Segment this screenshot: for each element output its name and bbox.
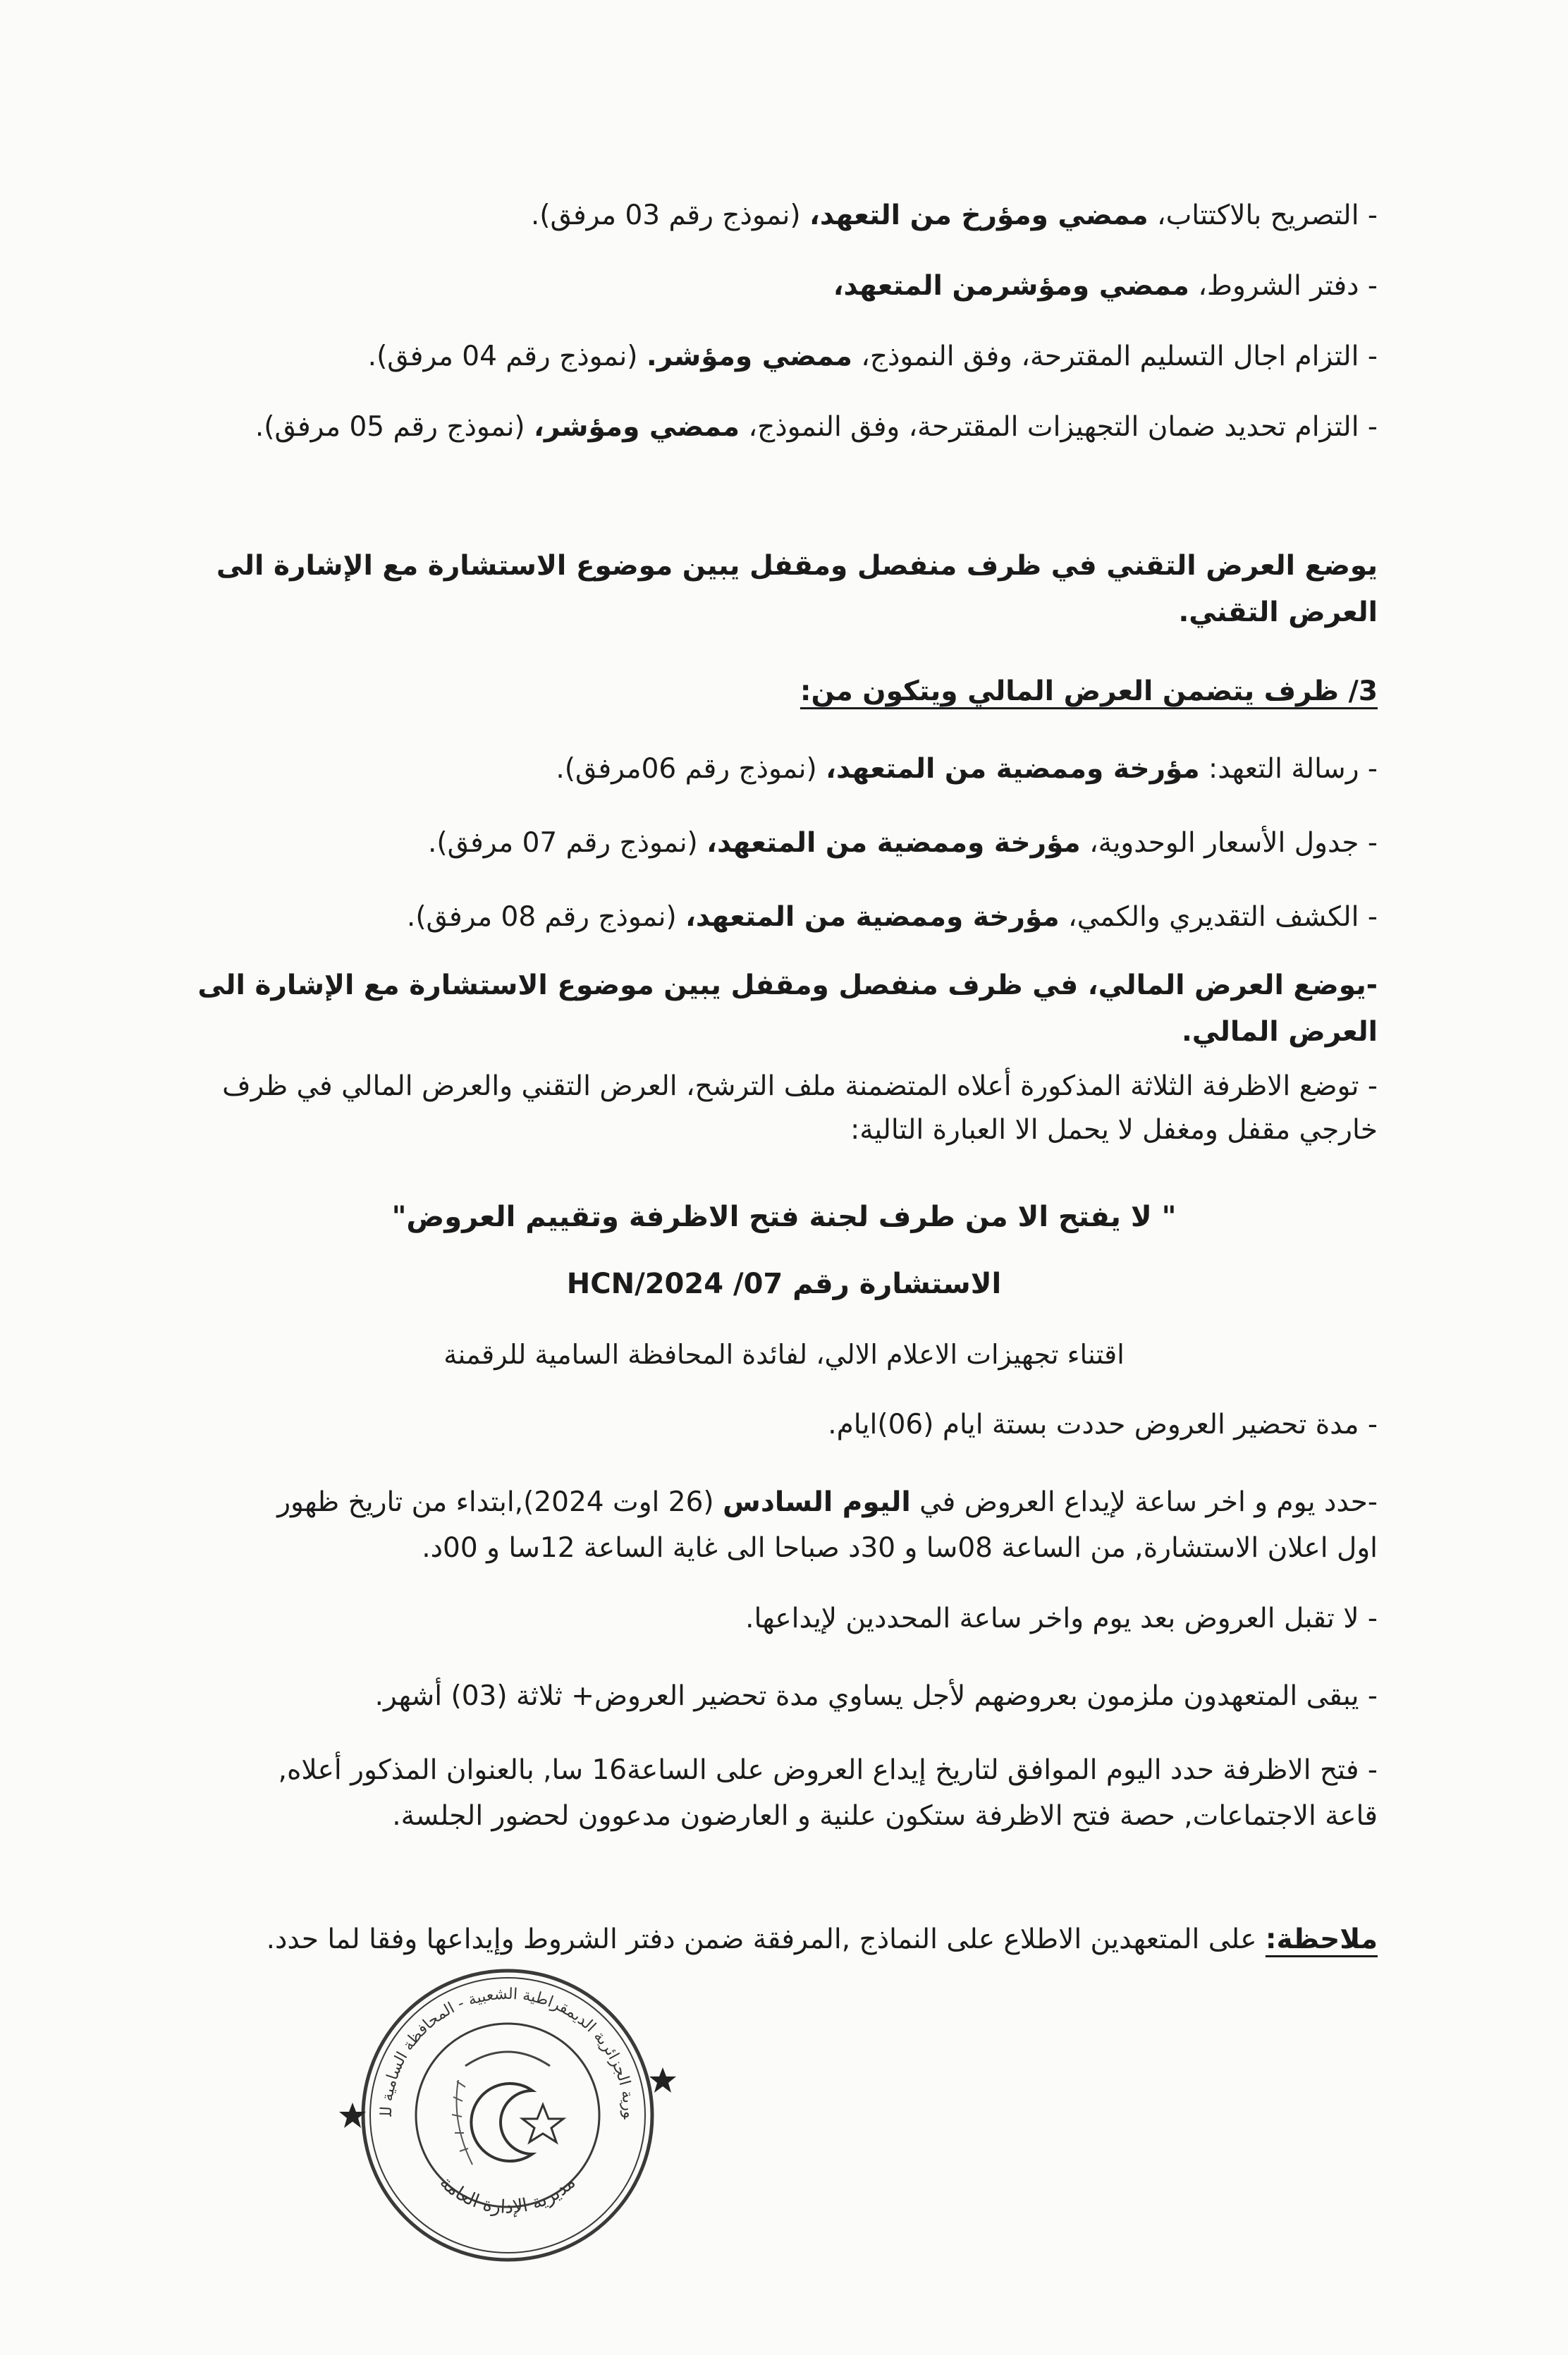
offer-validity: - يبقى المتعهدون ملزمون بعروضهم لأجل يساوي مدة تحضير العروض+ ثلاثة (03) أشهر. (374, 1680, 1378, 1712)
remark-text: على المتعهدين الاطلاع على النماذج ,المرفقة ضمن دفتر الشروط وإيداعها وفقا لما حدد. (266, 1923, 1266, 1955)
submission-deadline: -حدد يوم و اخر ساعة لإيداع العروض في اليوم السادس (26 اوت 2024),ابتداء من تاريخ ظهور (277, 1486, 1378, 1518)
official-stamp (353, 1960, 663, 2270)
stamp-seal-graphic (353, 1960, 663, 2270)
financial-offer-note: -يوضع العرض المالي، في ظرف منفصل ومقفل يبين موضوع الاستشارة مع الإشارة الى العرض المالي. (197, 969, 1378, 1048)
envelope-label-warning: " لا يفتح الا من طرف لجنة فتح الاظرفة وتقييم العروض" (391, 1201, 1177, 1233)
late-offers-rule: - لا تقبل العروض بعد يوم واخر ساعة المحددين لإيداعها. (745, 1603, 1378, 1634)
opening-session-line2: قاعة الاجتماعات, حصة فتح الاظرفة ستكون علنية و العارضون مدعوون لحضور الجلسة. (392, 1800, 1378, 1832)
remark-label: ملاحظة: (1265, 1923, 1378, 1955)
list-item-unit-prices: - جدول الأسعار الوحدوية، مؤرخة وممضية من المتعهد، (نموذج رقم 07 مرفق). (428, 827, 1378, 859)
stamp-star-icon (649, 2066, 677, 2094)
list-item-declaration: - التصريح بالاكتتاب، ممضي ومؤرخ من التعهد، (نموذج رقم 03 مرفق). (530, 200, 1378, 231)
stamp-outer-text: ورية الجزائرية الديمقراطية الشعبية - المحافظة السامية لل (377, 1985, 638, 2120)
list-item-warranty-commitment: - التزام تحديد ضمان التجهيزات المقترحة، وفق النموذج، ممضي ومؤشر، (نموذج رقم 05 مرفق). (255, 411, 1378, 443)
preparation-time: - مدة تحضير العروض حددت بستة ايام (06)ايام. (828, 1409, 1378, 1440)
consultation-number: الاستشارة رقم 07/ 2024/HCN (566, 1268, 1002, 1300)
stamp-star-icon (338, 2101, 367, 2129)
consultation-subject: اقتناء تجهيزات الاعلام الالي، لفائدة المحافظة السامية للرقمنة (443, 1339, 1125, 1370)
list-item-delivery-commitment: - التزام اجال التسليم المقترحة، وفق النموذج، ممضي ومؤشر. (نموذج رقم 04 مرفق). (367, 341, 1378, 372)
opening-session-line1: - فتح الاظرفة حدد اليوم الموافق لتاريخ إيداع العروض على الساعة16 سا, بالعنوان المذكور أعلاه, (278, 1754, 1378, 1786)
list-item-specifications: - دفتر الشروط، ممضي ومؤشرمن المتعهد، (833, 270, 1378, 302)
outer-envelope-paragraph: - توضع الاظرفة الثلاثة المذكورة أعلاه المتضمنة ملف الترشح، العرض التقني والعرض المالي في ظرف خارجي مقفل ومغفل لا يحمل الا العبارة التالية: (222, 1070, 1378, 1146)
financial-offer-heading: 3/ ظرف يتضمن العرض المالي ويتكون من: (800, 675, 1378, 707)
remark (186, 1914, 1378, 1965)
technical-offer-note: يوضع العرض التقني في ظرف منفصل ومقفل يبين موضوع الاستشارة مع الإشارة الى العرض التقني. (216, 550, 1378, 628)
list-item-commitment-letter: - رسالة التعهد: مؤرخة وممضية من المتعهد، (نموذج رقم 06مرفق). (556, 753, 1378, 785)
submission-deadline-hours: اول اعلان الاستشارة, من الساعة 08سا و 30د صباحا الى غاية الساعة 12سا و 00د. (422, 1532, 1378, 1564)
stamp-inner-text: مديرية الإدارة العامة (435, 2172, 580, 2218)
list-item-estimate: - الكشف التقديري والكمي، مؤرخة وممضية من المتعهد، (نموذج رقم 08 مرفق). (406, 901, 1378, 933)
